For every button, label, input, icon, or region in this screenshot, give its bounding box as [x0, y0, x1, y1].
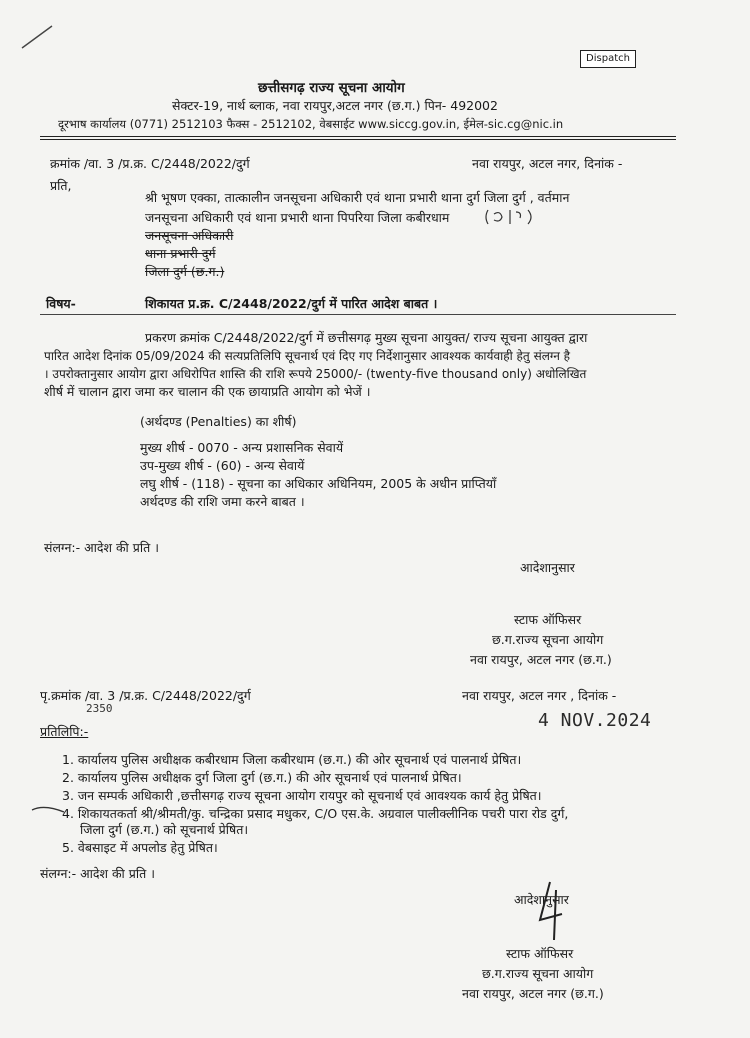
recipient-line: जिला दुर्ग (छ.ग.) — [145, 264, 225, 279]
copy-sign-place: नवा रायपुर, अटल नगर (छ.ग.) — [462, 986, 604, 1001]
body-line: शीर्ष में चालान द्वारा जमा कर चालान की एक छायाप्रति आयोग को भेजें । — [44, 384, 371, 399]
head-line: अर्थदण्ड की राशि जमा करने बाबत । — [140, 494, 305, 509]
subject-label: विषय- — [46, 296, 76, 311]
copy-label: प्रतिलिपि:- — [40, 724, 89, 739]
to-label: प्रति, — [50, 178, 72, 193]
body-line: पारित आदेश दिनांक 05/09/2024 की सत्यप्रतिलिपि सूचनार्थ एवं दिए गए निर्देशानुसार आवश्यक कार्यवाही हेतु संलग्न है — [44, 349, 571, 363]
body-line: प्रकरण क्रमांक C/2448/2022/दुर्ग में छत्तीसगढ़ मुख्य सूचना आयुक्त/ राज्य सूचना आयुक्त द्वारा — [145, 330, 588, 345]
body-line: । उपरोक्तानुसार आयोग द्वारा अधिरोपित शास्ति की राशि रूपये 25000/- (twenty-five thousand only) अधोलिखित — [44, 367, 587, 381]
sign-place: नवा रायपुर, अटल नगर (छ.ग.) — [470, 652, 612, 667]
by-order: आदेशानुसार — [520, 560, 575, 575]
ref-number: क्रमांक /वा. 3 /प्र.क्र. C/2448/2022/दुर्ग — [50, 156, 250, 171]
penalty-head: (अर्थदण्ड (Penalties) का शीर्ष) — [140, 414, 297, 429]
org-title: छत्तीसगढ़ राज्य सूचना आयोग — [258, 80, 405, 96]
head-line: मुख्य शीर्ष - 0070 - अन्य प्रशासनिक सेवायें — [140, 440, 344, 455]
place-date: नवा रायपुर, अटल नगर, दिनांक - — [472, 156, 623, 171]
dispatch-stamp: Dispatch — [580, 50, 636, 68]
enclosure-note: संलग्न:- आदेश की प्रति । — [44, 540, 159, 555]
recipient-line: जनसूचना अधिकारी — [145, 228, 234, 243]
copy-item: 1. कार्यालय पुलिस अधीक्षक कबीरधाम जिला कबीरधाम (छ.ग.) की ओर सूचनार्थ एवं पालनार्थ प्रेषित। — [62, 752, 522, 767]
copy-item: 4. शिकायतकर्ता श्री/श्रीमती/कु. चन्द्रिका प्रसाद मधुकर, C/O एस.के. अग्रवाल पालीक्लीनिक पचरी पारा रोड दुर्ग, — [62, 806, 569, 821]
copy-item-cont: जिला दुर्ग (छ.ग.) को सूचनार्थ प्रेषित। — [80, 822, 249, 837]
sign-org: छ.ग.राज्य सूचना आयोग — [492, 632, 604, 647]
copy-item: 2. कार्यालय पुलिस अधीक्षक दुर्ग जिला दुर्ग (छ.ग.) की ओर सूचनार्थ एवं पालनार्थ प्रेषित। — [62, 770, 462, 785]
sign-title: स्टाफ ऑफिसर — [514, 612, 582, 627]
subject-text: शिकायत प्र.क्र. C/2448/2022/दुर्ग में पारित आदेश बाबत । — [145, 296, 438, 311]
head-line: लघु शीर्ष - (118) - सूचना का अधिकार अधिनियम, 2005 के अधीन प्राप्तियाँ — [140, 476, 497, 491]
copy-enclosure-note: संलग्न:- आदेश की प्रति । — [40, 866, 155, 881]
head-line: उप-मुख्य शीर्ष - (60) - अन्य सेवायें — [140, 458, 305, 473]
copy-sign-org: छ.ग.राज्य सूचना आयोग — [482, 966, 594, 981]
header-rule-2 — [40, 139, 676, 140]
recipient-line: जनसूचना अधिकारी एवं थाना प्रभारी थाना पिपरिया जिला कबीरधाम — [145, 210, 450, 225]
pen-mark-icon — [18, 22, 58, 52]
copy-item: 3. जन सम्पर्क अधिकारी ,छत्तीसगढ़ राज्य सूचना आयोग रायपुर को सूचनार्थ एवं आवश्यक कार्य हेतु प्रेषित। — [62, 788, 542, 803]
copy-item: 5. वेबसाइट में अपलोड हेतु प्रेषित। — [62, 840, 218, 855]
copy-sign-title: स्टाफ ऑफिसर — [506, 946, 574, 961]
recipient-line: थाना प्रभारी दुर्ग — [145, 246, 216, 261]
org-contact: दूरभाष कार्यालय (0771) 2512103 फैक्स - 2512102, वेबसाईट www.siccg.gov.in, ईमेल-sic.cg@nic.in — [58, 117, 564, 131]
org-address: सेक्टर-19, नार्थ ब्लाक, नवा रायपुर,अटल नगर (छ.ग.) पिन- 492002 — [172, 98, 498, 113]
handwritten-note-icon — [482, 206, 544, 228]
handwritten-number: 2350 — [86, 702, 113, 715]
header-rule — [40, 136, 676, 137]
recipient-line: श्री भूषण एक्का, तात्कालीन जनसूचना अधिकारी एवं थाना प्रभारी थाना दुर्ग जिला दुर्ग , वर्तमान — [145, 190, 570, 205]
date-stamp: 4 NOV.2024 — [538, 710, 652, 731]
copy-ref-number: पृ.क्रमांक /वा. 3 /प्र.क्र. C/2448/2022/दुर्ग — [40, 688, 251, 703]
subject-rule — [40, 314, 676, 315]
copy-by-order: आदेशानुसार — [514, 892, 569, 907]
copy-place-date: नवा रायपुर, अटल नगर , दिनांक - — [462, 688, 617, 703]
signature-icon — [532, 880, 572, 944]
